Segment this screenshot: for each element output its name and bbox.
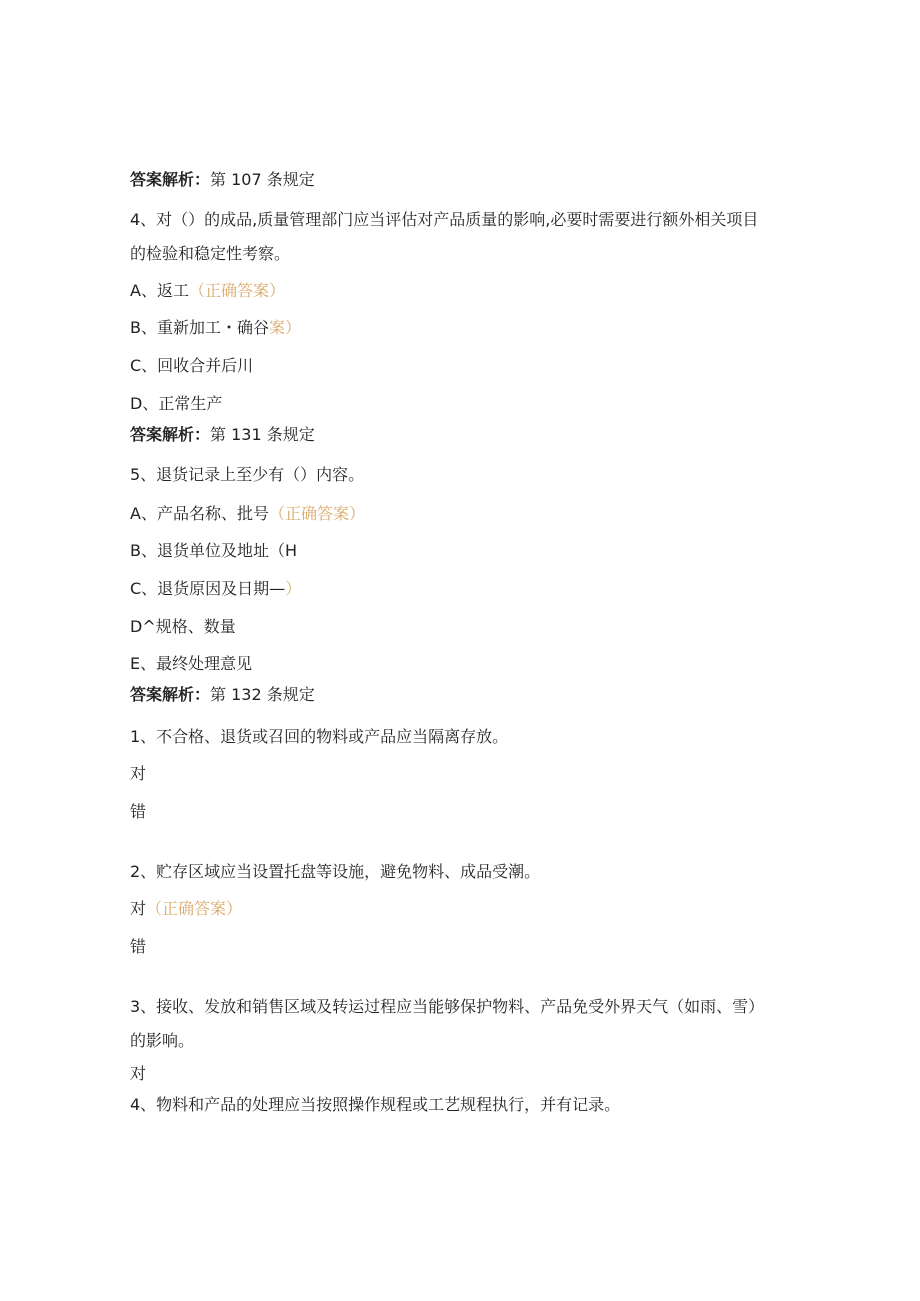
answer-explanation-label: 答案解析： [130,425,211,444]
question-4-option-d [130,394,222,414]
question-5-option-e [130,654,252,674]
true-false-1-right: 对 [130,764,147,783]
question-4-option-a [130,281,285,301]
true-false-2-text: 2、贮存区域应当设置托盘等设施，避免物料、成品受潮。 [130,862,541,881]
option-text: 对 [130,899,147,918]
true-false-3-text: 3、接收、发放和销售区域及转运过程应当能够保护物料、产品免受外界天气（如雨、雪）的影响。 [130,997,765,1050]
true-false-3-right: 对 [130,1064,147,1083]
correct-answer-tag: （正确答案） [268,504,365,523]
answer-explanation-label: 答案解析： [130,685,211,704]
correct-answer-tag: （正确答案） [188,281,285,300]
correct-answer-tag: （正确答案） [146,899,243,918]
question-5-option-a [130,504,365,524]
correct-answer-tag: ） [285,579,302,598]
true-false-1-wrong: 错 [130,802,147,821]
true-false-4-text: 4、物料和产品的处理应当按照操作规程或工艺规程执行，并有记录。 [130,1095,621,1114]
correct-answer-tag: 案） [268,318,301,337]
true-false-2-wrong: 错 [130,937,147,956]
question-4-text: 4、对（）的成品,质量管理部门应当评估对产品质量的影响,必要时需要进行额外相关项目的检验和稳定性考察。 [130,210,759,263]
option-text: B、退货单位及地址（H [130,541,298,560]
answer-explanation-132 [130,685,315,705]
option-text: C、退货原因及日期— [130,579,286,598]
answer-explanation-value: 第 131 条规定 [210,425,315,444]
option-text: D、正常生产 [130,394,223,413]
answer-explanation-label: 答案解析： [130,170,211,189]
answer-explanation-131 [130,425,315,445]
true-false-2-right [130,899,242,919]
option-text: E、最终处理意见 [130,654,253,673]
question-4-option-b [130,318,301,338]
answer-explanation-value: 第 107 条规定 [210,170,315,189]
question-5-option-c [130,579,301,599]
question-5-option-d [130,617,236,637]
option-text: C、回收合并后川 [130,356,254,375]
option-text: D^规格、数量 [130,617,236,636]
answer-explanation-value: 第 132 条规定 [210,685,315,704]
true-false-1-text: 1、不合格、退货或召回的物料或产品应当隔离存放。 [130,727,509,746]
option-text: A、返工 [130,281,189,300]
option-text: B、重新加工・确谷 [130,318,269,337]
question-5-text: 5、退货记录上至少有（）内容。 [130,465,365,484]
question-4-option-c [130,356,253,376]
option-text: A、产品名称、批号 [130,504,269,523]
answer-explanation-107 [130,170,315,190]
question-5-option-b [130,541,297,561]
